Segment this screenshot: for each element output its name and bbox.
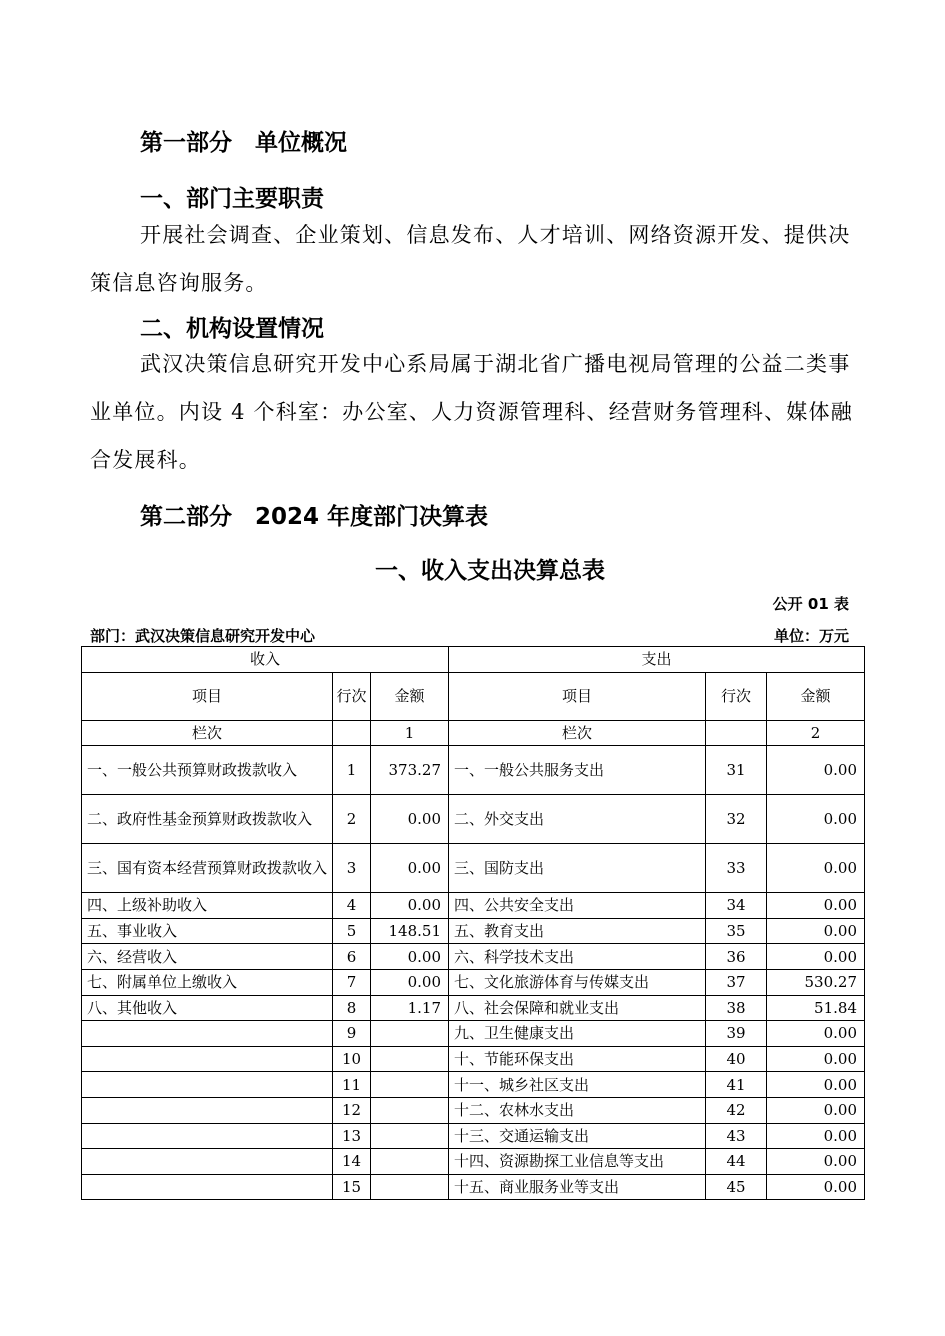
income-amount-cell: 148.51 (371, 918, 449, 944)
income-amount-cell: 0.00 (371, 844, 449, 893)
table-row (82, 995, 865, 1021)
expense-rowno-header: 行次 (706, 672, 767, 720)
expense-rowno-cell: 33 (706, 844, 767, 893)
table-row (82, 1021, 865, 1047)
lanci-row (82, 720, 865, 746)
expense-amount-cell: 0.00 (767, 746, 865, 795)
income-rowno-cell: 10 (333, 1046, 371, 1072)
income-rowno-cell: 14 (333, 1149, 371, 1175)
expense-amount-cell: 0.00 (767, 1097, 865, 1123)
income-header: 收入 (82, 647, 449, 673)
section2-paragraph (90, 340, 860, 484)
expense-amount-cell: 0.00 (767, 944, 865, 970)
expense-item-cell: 十、节能环保支出 (449, 1046, 706, 1072)
income-amount-cell (371, 1149, 449, 1175)
income-amount-cell: 0.00 (371, 795, 449, 844)
income-item-cell: 七、附属单位上缴收入 (82, 969, 333, 995)
expense-rowno-cell: 39 (706, 1021, 767, 1047)
expense-rowno-cell: 38 (706, 995, 767, 1021)
part2-title: 第二部分 2024 年度部门决算表 (140, 504, 489, 530)
expense-rowno-cell: 45 (706, 1174, 767, 1200)
table-title: 一、收入支出决算总表 (375, 558, 605, 584)
income-amount-cell (371, 1097, 449, 1123)
expense-item-header: 项目 (449, 672, 706, 720)
table-row (82, 969, 865, 995)
income-rowno-cell: 6 (333, 944, 371, 970)
income-item-cell: 三、国有资本经营预算财政拨款收入 (82, 844, 333, 893)
table-row (82, 1123, 865, 1149)
income-amount-cell: 373.27 (371, 746, 449, 795)
income-amount-cell (371, 1046, 449, 1072)
expense-item-cell: 一、一般公共服务支出 (449, 746, 706, 795)
income-amount-cell: 1.17 (371, 995, 449, 1021)
expense-item-cell: 十三、交通运输支出 (449, 1123, 706, 1149)
expense-amount-cell: 0.00 (767, 844, 865, 893)
expense-amount-cell: 0.00 (767, 1072, 865, 1098)
expense-rowno-cell: 36 (706, 944, 767, 970)
section1-title: 一、部门主要职责 (140, 186, 324, 212)
table-row (82, 944, 865, 970)
section2-title: 二、机构设置情况 (140, 316, 324, 342)
table-row (82, 1046, 865, 1072)
income-rowno-cell: 15 (333, 1174, 371, 1200)
income-rowno-cell: 9 (333, 1021, 371, 1047)
expense-amount-cell: 0.00 (767, 1174, 865, 1200)
expense-rowno-cell: 35 (706, 918, 767, 944)
table-row (82, 1097, 865, 1123)
income-amount-cell (371, 1174, 449, 1200)
income-item-cell: 五、事业收入 (82, 918, 333, 944)
header-row-columns (82, 672, 865, 720)
expense-header: 支出 (449, 647, 865, 673)
income-item-cell: 四、上级补助收入 (82, 893, 333, 919)
expense-rowno-cell: 37 (706, 969, 767, 995)
table-row (82, 918, 865, 944)
table-row (82, 746, 865, 795)
section1-paragraph (90, 211, 860, 307)
table-row (82, 1072, 865, 1098)
income-amount-cell: 0.00 (371, 944, 449, 970)
income-item-cell (82, 1174, 333, 1200)
income-item-cell: 一、一般公共预算财政拨款收入 (82, 746, 333, 795)
income-item-cell (82, 1123, 333, 1149)
income-rowno-cell: 4 (333, 893, 371, 919)
expense-item-cell: 十一、城乡社区支出 (449, 1072, 706, 1098)
expense-amount-cell: 0.00 (767, 918, 865, 944)
expense-rowno-cell: 31 (706, 746, 767, 795)
expense-rowno-cell: 32 (706, 795, 767, 844)
income-item-cell (82, 1072, 333, 1098)
income-amount-cell (371, 1021, 449, 1047)
table-row (82, 844, 865, 893)
income-item-cell (82, 1021, 333, 1047)
expense-lanci: 栏次 (449, 720, 706, 746)
income-rowno-cell: 2 (333, 795, 371, 844)
expense-amount-cell: 0.00 (767, 1021, 865, 1047)
table-row (82, 1174, 865, 1200)
income-item-cell (82, 1149, 333, 1175)
income-rowno-cell: 12 (333, 1097, 371, 1123)
income-rowno-cell: 7 (333, 969, 371, 995)
table-row (82, 795, 865, 844)
income-rowno-header: 行次 (333, 672, 371, 720)
expense-rowno-cell: 34 (706, 893, 767, 919)
expense-item-cell: 十四、资源勘探工业信息等支出 (449, 1149, 706, 1175)
expense-item-cell: 五、教育支出 (449, 918, 706, 944)
expense-rowno-cell: 43 (706, 1123, 767, 1149)
income-lanci: 栏次 (82, 720, 333, 746)
expense-item-cell: 十五、商业服务业等支出 (449, 1174, 706, 1200)
income-expense-table (81, 646, 865, 1200)
header-row-group (82, 647, 865, 673)
expense-amount-cell: 530.27 (767, 969, 865, 995)
expense-rowno-cell: 41 (706, 1072, 767, 1098)
income-item-cell: 八、其他收入 (82, 995, 333, 1021)
income-item-cell: 六、经营收入 (82, 944, 333, 970)
table-row (82, 893, 865, 919)
expense-amount-cell: 51.84 (767, 995, 865, 1021)
income-rowno-cell: 11 (333, 1072, 371, 1098)
section1-text: 开展社会调查、企业策划、信息发布、人才培训、网络资源开发、提供决策信息咨询服务。 (90, 223, 851, 295)
table-code: 公开 01 表 (772, 595, 849, 613)
income-rowno-cell: 3 (333, 844, 371, 893)
table-row (82, 1149, 865, 1175)
income-amount-header: 金额 (371, 672, 449, 720)
expense-rowno-cell: 44 (706, 1149, 767, 1175)
expense-amount-cell: 0.00 (767, 795, 865, 844)
expense-amount-header: 金额 (767, 672, 865, 720)
income-col-no: 1 (371, 720, 449, 746)
income-amount-cell (371, 1123, 449, 1149)
department-label: 部门：武汉决策信息研究开发中心 (90, 627, 316, 645)
expense-item-cell: 九、卫生健康支出 (449, 1021, 706, 1047)
expense-amount-cell: 0.00 (767, 893, 865, 919)
part1-title: 第一部分 单位概况 (140, 130, 347, 156)
expense-amount-cell: 0.00 (767, 1046, 865, 1072)
income-amount-cell: 0.00 (371, 893, 449, 919)
expense-amount-cell: 0.00 (767, 1123, 865, 1149)
expense-item-cell: 七、文化旅游体育与传媒支出 (449, 969, 706, 995)
income-amount-cell (371, 1072, 449, 1098)
expense-item-cell: 六、科学技术支出 (449, 944, 706, 970)
income-rowno-cell: 13 (333, 1123, 371, 1149)
income-item-cell: 二、政府性基金预算财政拨款收入 (82, 795, 333, 844)
expense-item-cell: 十二、农林水支出 (449, 1097, 706, 1123)
income-item-header: 项目 (82, 672, 333, 720)
income-amount-cell: 0.00 (371, 969, 449, 995)
expense-item-cell: 二、外交支出 (449, 795, 706, 844)
expense-rowno-cell: 42 (706, 1097, 767, 1123)
income-lanci-blank (333, 720, 371, 746)
expense-item-cell: 三、国防支出 (449, 844, 706, 893)
unit-label: 单位：万元 (773, 627, 849, 645)
income-rowno-cell: 1 (333, 746, 371, 795)
expense-item-cell: 八、社会保障和就业支出 (449, 995, 706, 1021)
income-rowno-cell: 8 (333, 995, 371, 1021)
income-rowno-cell: 5 (333, 918, 371, 944)
income-item-cell (82, 1097, 333, 1123)
income-item-cell (82, 1046, 333, 1072)
expense-amount-cell: 0.00 (767, 1149, 865, 1175)
section2-text: 武汉决策信息研究开发中心系局属于湖北省广播电视局管理的公益二类事业单位。内设 4 个科室：办公室、人力资源管理科、经营财务管理科、媒体融合发展科。 (90, 352, 853, 472)
expense-lanci-blank (706, 720, 767, 746)
expense-col-no: 2 (767, 720, 865, 746)
expense-rowno-cell: 40 (706, 1046, 767, 1072)
expense-item-cell: 四、公共安全支出 (449, 893, 706, 919)
